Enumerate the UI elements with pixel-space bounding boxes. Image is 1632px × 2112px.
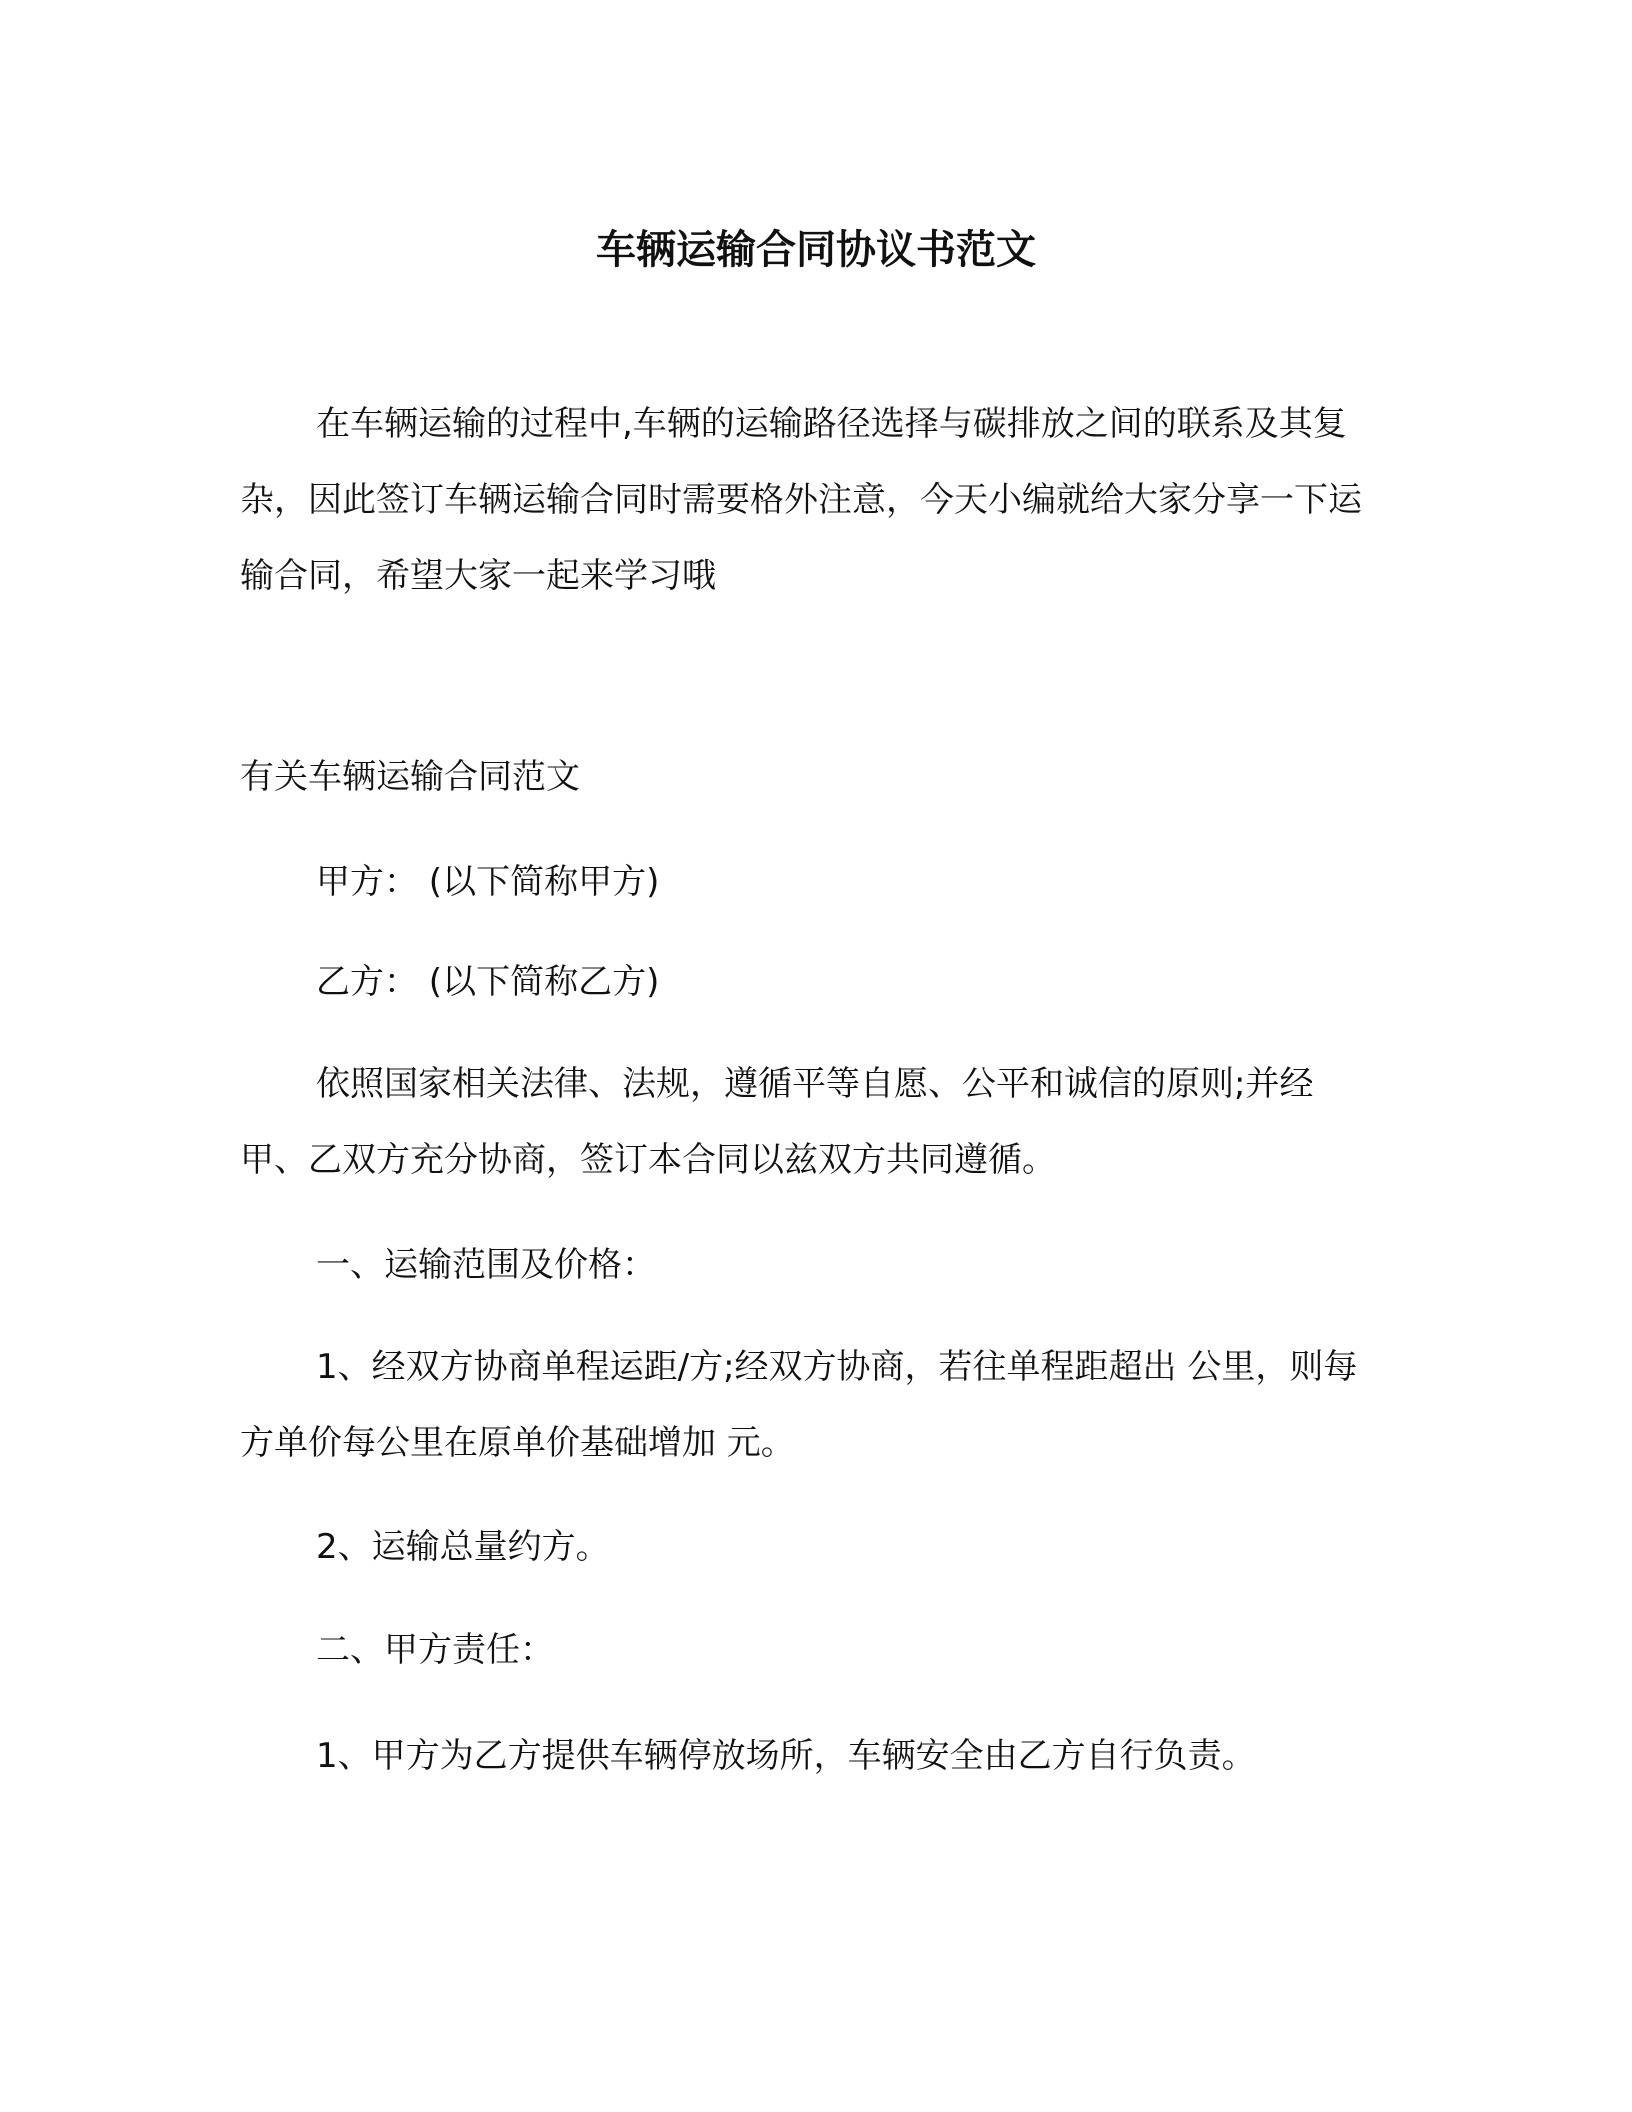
section-2-item-1: 1、甲方为乙方提供车辆停放场所，车辆安全由乙方自行负责。 (316, 1736, 1256, 1776)
intro-paragraph: 在车辆运输的过程中,车辆的运输路径选择与碳排放之间的联系及其复杂，因此签订车辆运输合同时需要格外注意，今天小编就给大家分享一下运输合同，希望大家一起来学习哦 (240, 404, 1362, 596)
preamble-paragraph: 依照国家相关法律、法规，遵循平等自愿、公平和诚信的原则;并经甲、乙双方充分协商，签订本合同以兹双方共同遵循。 (240, 1064, 1314, 1180)
section-1-item-2: 2、运输总量约方。 (316, 1527, 610, 1567)
party-a-line: 甲方： (以下简称甲方) (316, 862, 660, 902)
document-title: 车辆运输合同协议书范文 (596, 227, 1036, 273)
section-2-heading: 二、甲方责任： (316, 1630, 554, 1670)
section-1-item-1: 1、经双方协商单程运距/方;经双方协商，若往单程距超出 公里，则每方单价每公里在原单价基础增加 元。 (240, 1347, 1358, 1463)
party-b-line: 乙方： (以下简称乙方) (316, 962, 660, 1002)
contract-subtitle: 有关车辆运输合同范文 (240, 757, 580, 797)
section-1-heading: 一、运输范围及价格： (316, 1245, 656, 1285)
